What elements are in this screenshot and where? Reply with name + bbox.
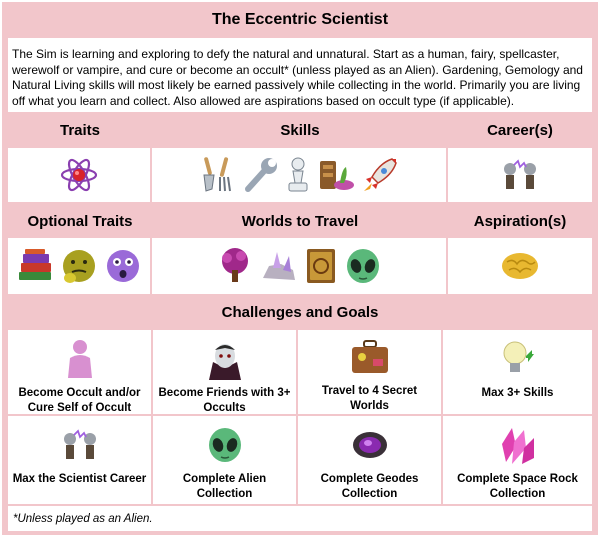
goal-label: Complete Geodes Collection [320, 473, 419, 500]
goal-label: Travel to 4 Secret Worlds [321, 385, 418, 412]
goal-card [298, 330, 441, 414]
tome-icon [303, 246, 339, 286]
thinking-face-icon [59, 246, 99, 286]
challenge-card [2, 2, 598, 535]
aspirations-cell [448, 238, 592, 294]
footnote: *Unless played as an Alien. [8, 506, 592, 531]
description: The Sim is learning and exploring to defy the natural and unnatural. Start as a human, fairy, spellcaster, werewolf or vampire, and cure or become an occult* (unless played as an Alien). Gardening, Gemology and Natural Living skills will most likely be earned passively while collecting in the world. Primarily you are living off what you learn and collect. Also allowed are aspirations based on occult type (if applicable). [8, 38, 592, 112]
sim-silhouette-icon [63, 338, 97, 380]
goal-card [443, 416, 592, 504]
goal-label: Complete Space Rock Collection [457, 473, 578, 500]
goal-label: Max 3+ Skills [481, 387, 554, 399]
careers-cell [448, 148, 592, 202]
magic-tree-icon [215, 246, 255, 286]
goal-label: Become Occult and/or Cure Self of Occult [18, 387, 141, 414]
alien-face-icon [343, 246, 383, 286]
vampire-icon [205, 338, 245, 380]
alien-face-icon [205, 424, 245, 466]
rocket-icon [360, 155, 400, 195]
goal-card [298, 416, 441, 504]
goal-card [8, 416, 151, 504]
chess-pawn-icon [284, 155, 312, 195]
geode-icon [350, 424, 390, 466]
traits-cell [8, 148, 150, 202]
books-icon [15, 246, 55, 286]
goal-label: Complete Alien Collection [182, 473, 267, 500]
surprised-face-icon [103, 246, 143, 286]
goal-card [8, 330, 151, 414]
aspirations-header: Aspiration(s) [473, 212, 567, 230]
worlds-header: Worlds to Travel [241, 212, 359, 230]
card-title: The Eccentric Scientist [211, 11, 389, 28]
suitcase-icon [349, 338, 391, 378]
goal-card [153, 416, 296, 504]
careers-header: Career(s) [487, 121, 553, 139]
golden-brain-icon [499, 248, 541, 284]
goal-card [153, 330, 296, 414]
goal-card [443, 330, 592, 414]
skills-header: Skills [280, 121, 320, 139]
wrench-icon [240, 155, 280, 195]
goal-label: Max the Scientist Career [12, 473, 147, 485]
lightbulb-icon [500, 338, 536, 380]
optional-traits-header: Optional Traits [27, 212, 133, 230]
skills-cell [152, 148, 446, 202]
challenges-header: Challenges and Goals [221, 303, 379, 321]
goal-label: Become Friends with 3+ Occults [158, 387, 291, 414]
optional-traits-cell [8, 238, 150, 294]
traits-header: Traits [59, 121, 101, 139]
gardening-tools-icon [198, 155, 236, 195]
atom-icon [59, 155, 99, 195]
space-rock-icon [498, 424, 538, 466]
tesla-coil-icon [58, 424, 102, 466]
natural-living-icon [316, 155, 356, 195]
worlds-cell [152, 238, 446, 294]
tesla-coil-icon [498, 155, 542, 195]
crystal-rock-icon [259, 246, 299, 286]
